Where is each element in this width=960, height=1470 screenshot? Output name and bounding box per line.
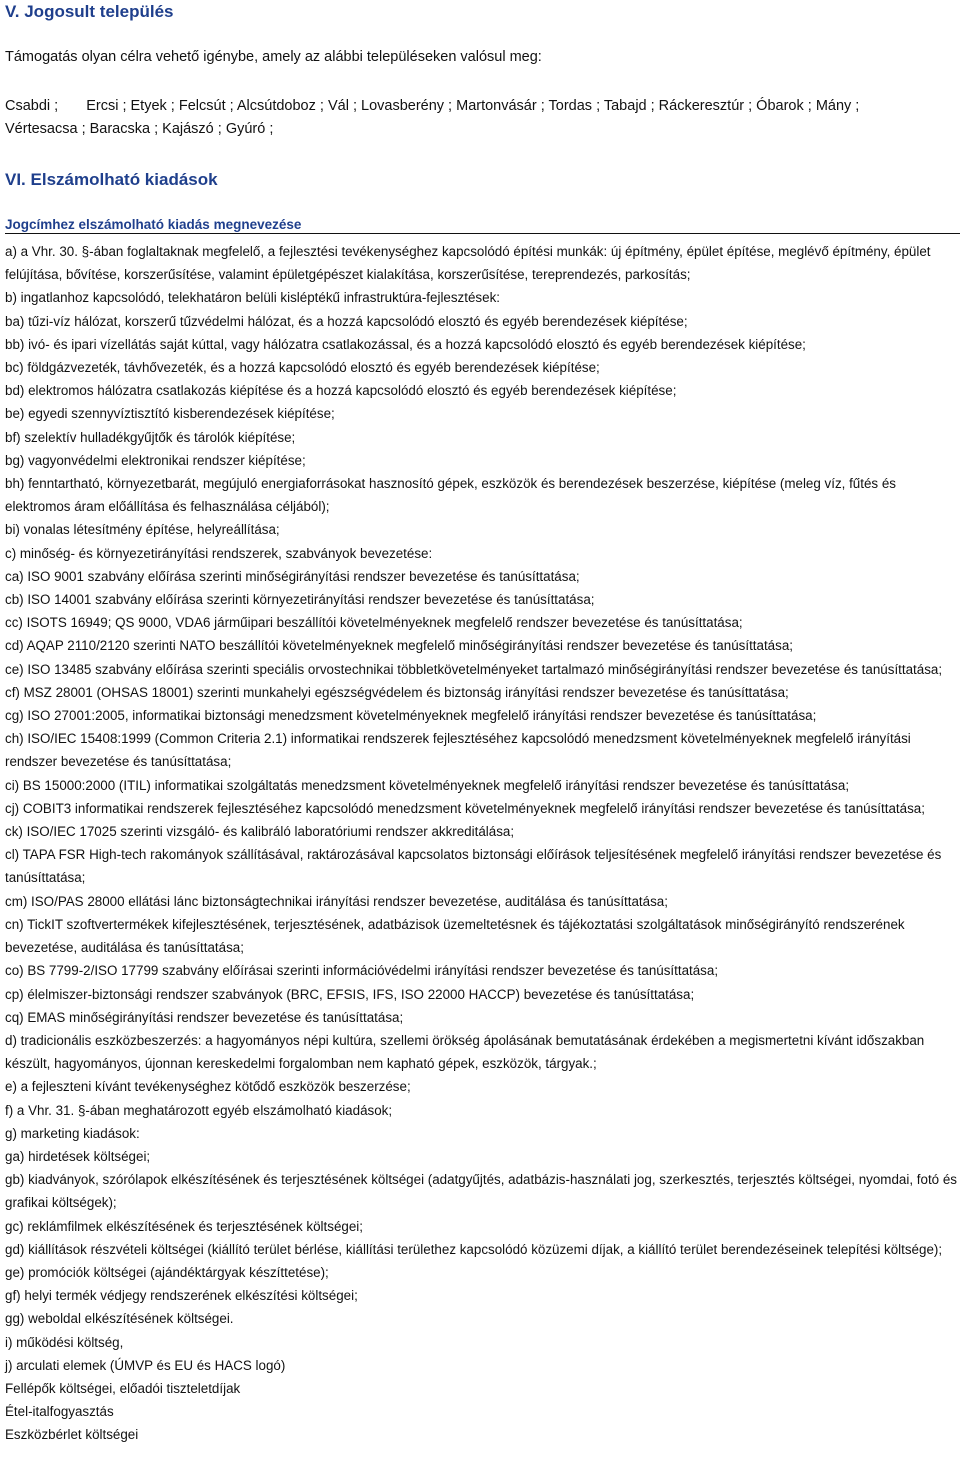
expense-item: bi) vonalas létesítmény építése, helyreállítása; xyxy=(5,522,280,538)
expense-item: cg) ISO 27001:2005, informatikai biztonsági menedzsment követelményeknek megfelelő irányítási rendszer bevezetése és tanúsíttatása; xyxy=(5,708,817,724)
expense-item: bg) vagyonvédelmi elektronikai rendszer kiépítése; xyxy=(5,452,306,468)
expense-item: cp) élelmiszer-biztonsági rendszer szabványok (BRC, EFSIS, IFS, ISO 22000 HACCP) bevezetése és tanúsíttatása; xyxy=(5,986,695,1002)
expense-item: cn) TickIT szoftvertermékek kifejlesztésének, terjesztésének, adatbázisok üzemeltetésnek és tájékoztatási szolgáltatások minőségirányító rendszerének bevezetése, auditálása és tanúsíttatása; xyxy=(5,916,905,956)
section-vi-subheading: Jogcímhez elszámolható kiadás megnevezése xyxy=(5,217,960,234)
expense-item: cd) AQAP 2110/2120 szerinti NATO beszállítói követelményeknek megfelelő minőségirányítási rendszer bevezetése és tanúsíttatása; xyxy=(5,638,793,654)
expense-item: co) BS 7799-2/ISO 17799 szabvány előírásai szerinti információvédelmi irányítási rendszer bevezetése és tanúsíttatása; xyxy=(5,963,719,979)
settlement-list xyxy=(5,95,955,141)
expense-item: bf) szelektív hulladékgyűjtők és tárolók kiépítése; xyxy=(5,429,296,445)
expense-item: g) marketing kiadások: xyxy=(5,1125,140,1141)
expense-item: Eszközbérlet költségei xyxy=(5,1427,139,1443)
expense-item: cq) EMAS minőségirányítási rendszer bevezetése és tanúsíttatása; xyxy=(5,1009,404,1025)
expense-item: gb) kiadványok, szórólapok elkészítésének és terjesztésének költségei (adatgyűjtés, adatbázis-használati jog, szerkesztés, terjesztés költségei, nyomdai, fotó és grafikai költségek); xyxy=(5,1172,957,1211)
settlement-rest: Ercsi ; Etyek ; Felcsút ; Alcsútdoboz ; Vál ; Lovasberény ; Martonvásár ; Tordas ; Tabajd ; Ráckeresztúr ; Óbarok ; Mány ; xyxy=(86,98,860,114)
expense-item: cf) MSZ 28001 (OHSAS 18001) szerinti munkahelyi egészségvédelem és biztonság irányítási rendszer bevezetése és tanúsíttatása; xyxy=(5,684,789,700)
expense-item: cc) ISOTS 16949; QS 9000, VDA6 járműipari beszállítói követelményeknek megfelelő rendszer bevezetése és tanúsíttatása; xyxy=(5,615,743,631)
expense-item: ce) ISO 13485 szabvány előírása szerinti speciális orvostechnikai többletkövetelményeket tartalmazó minőségirányítási rendszer bevezetése és tanúsíttatása; xyxy=(5,661,943,677)
expense-item: ca) ISO 9001 szabvány előírása szerinti minőségirányítási rendszer bevezetése és tanúsíttatása; xyxy=(5,568,580,584)
section-vi-title: VI. Elszámolható kiadások xyxy=(5,170,218,189)
expense-item: ck) ISO/IEC 17025 szerinti vizsgáló- és kalibráló laboratóriumi rendszer akkreditálása; xyxy=(5,824,515,840)
expense-item: ga) hirdetések költségei; xyxy=(5,1148,151,1164)
expense-item: a) a Vhr. 30. §-ában foglaltaknak megfelelő, a fejlesztési tevékenységhez kapcsolódó építési munkák: új építmény, épület építése, meglévő építmény, épület felújítása, bővítése, korszerűsítése, valamint épületgépészet kialakítása, korszerűsítése, tereprendezés, parkosítás; xyxy=(5,244,931,283)
expense-item: gf) helyi termék védjegy rendszerének elkészítési költségei; xyxy=(5,1288,358,1304)
expense-item: cb) ISO 14001 szabvány előírása szerinti környezetirányítási rendszer bevezetése és tanúsíttatása; xyxy=(5,592,595,608)
section-v-title: V. Jogosult település xyxy=(5,2,174,21)
expense-item: e) a fejleszteni kívánt tevékenységhez kötődő eszközök beszerzése; xyxy=(5,1079,411,1095)
expense-item: j) arculati elemek (ÚMVP és EU és HACS logó) xyxy=(5,1357,286,1373)
expense-list xyxy=(5,240,957,1447)
expense-item: be) egyedi szennyvíztisztító kisberendezések kiépítése; xyxy=(5,406,335,422)
expense-item: ci) BS 15000:2000 (ITIL) informatikai szolgáltatás menedzsment követelményeknek megfelelő irányítási rendszer bevezetése és tanúsíttatása; xyxy=(5,777,850,793)
expense-item: i) működési költség, xyxy=(5,1334,124,1350)
expense-item: gg) weboldal elkészítésének költségei. xyxy=(5,1311,234,1327)
section-v-intro: Támogatás olyan célra vehető igénybe, amely az alábbi településeken valósul meg: xyxy=(5,49,542,65)
expense-item: cm) ISO/PAS 28000 ellátási lánc biztonságtechnikai irányítási rendszer bevezetése, auditálása és tanúsíttatása; xyxy=(5,893,668,909)
expense-item: bb) ivó- és ipari vízellátás saját kúttal, vagy hálózatra csatlakozással, és a hozzá kapcsolódó elosztó és egyéb berendezések kiépítése; xyxy=(5,336,806,352)
expense-item: gc) reklámfilmek elkészítésének és terjesztésének költségei; xyxy=(5,1218,363,1234)
expense-item: Étel-italfogyasztás xyxy=(5,1404,114,1420)
expense-item: d) tradicionális eszközbeszerzés: a hagyományos népi kultúra, szellemi örökség ápolásának bemutatásának érdekében a megismertetni kívánt időszakban készült, hagyományos, újonnan kereskedelmi forgalomban nem kapható gépek, eszközök, tárgyak.; xyxy=(5,1032,925,1072)
expense-item: f) a Vhr. 31. §-ában meghatározott egyéb elszámolható kiadások; xyxy=(5,1102,393,1118)
expense-item: bc) földgázvezeték, távhővezeték, és a hozzá kapcsolódó elosztó és egyéb berendezések kiépítése; xyxy=(5,360,600,376)
expense-item: cj) COBIT3 informatikai rendszerek fejlesztéséhez kapcsolódó menedzsment követelményeknek megfelelő irányítási rendszer bevezetése és tanúsíttatása; xyxy=(5,800,925,816)
expense-item: c) minőség- és környezetirányítási rendszerek, szabványok bevezetése: xyxy=(5,545,433,561)
expense-item: ch) ISO/IEC 15408:1999 (Common Criteria 2.1) informatikai rendszerek fejlesztéséhez kapcsolódó menedzsment követelményeknek megfelelő irányítási rendszer bevezetése és tanúsíttatása; xyxy=(5,731,911,770)
expense-item: bd) elektromos hálózatra csatlakozás kiépítése és a hozzá kapcsolódó elosztó és egyéb berendezések kiépítése; xyxy=(5,383,677,399)
expense-item: Fellépők költségei, előadói tiszteletdíjak xyxy=(5,1380,241,1396)
expense-item: cl) TAPA FSR High-tech rakományok szállításával, raktározásával kapcsolatos biztonsági előírások teljesítésének megfelelő irányítási rendszer bevezetése és tanúsíttatása; xyxy=(5,847,942,886)
expense-item: ba) tűzi-víz hálózat, korszerű tűzvédelmi hálózat, és a hozzá kapcsolódó elosztó és egyéb berendezések kiépítése; xyxy=(5,313,688,329)
expense-item: gd) kiállítások részvételi költségei (kiállító terület bérlése, kiállítási területhez kapcsolódó közüzemi díjak, a kiállító terület berendezéseinek telepítési költsége); xyxy=(5,1241,943,1257)
settlement-first: Csabdi ; xyxy=(5,98,59,114)
settlement-line-1 xyxy=(5,95,955,118)
expense-item: b) ingatlanhoz kapcsolódó, telekhatáron belüli kisléptékű infrastruktúra-fejlesztések: xyxy=(5,290,500,306)
expense-item: ge) promóciók költségei (ajándéktárgyak készíttetése); xyxy=(5,1264,329,1280)
settlement-line-2: Vértesacsa ; Baracska ; Kajászó ; Gyúró ; xyxy=(5,121,274,137)
expense-item: bh) fenntartható, környezetbarát, megújuló energiaforrásokat hasznosító gépek, eszközök és berendezések beszerzése, kiépítése (meleg víz, fűtés és elektromos áram előállítása és felhasználása céljából); xyxy=(5,476,896,515)
